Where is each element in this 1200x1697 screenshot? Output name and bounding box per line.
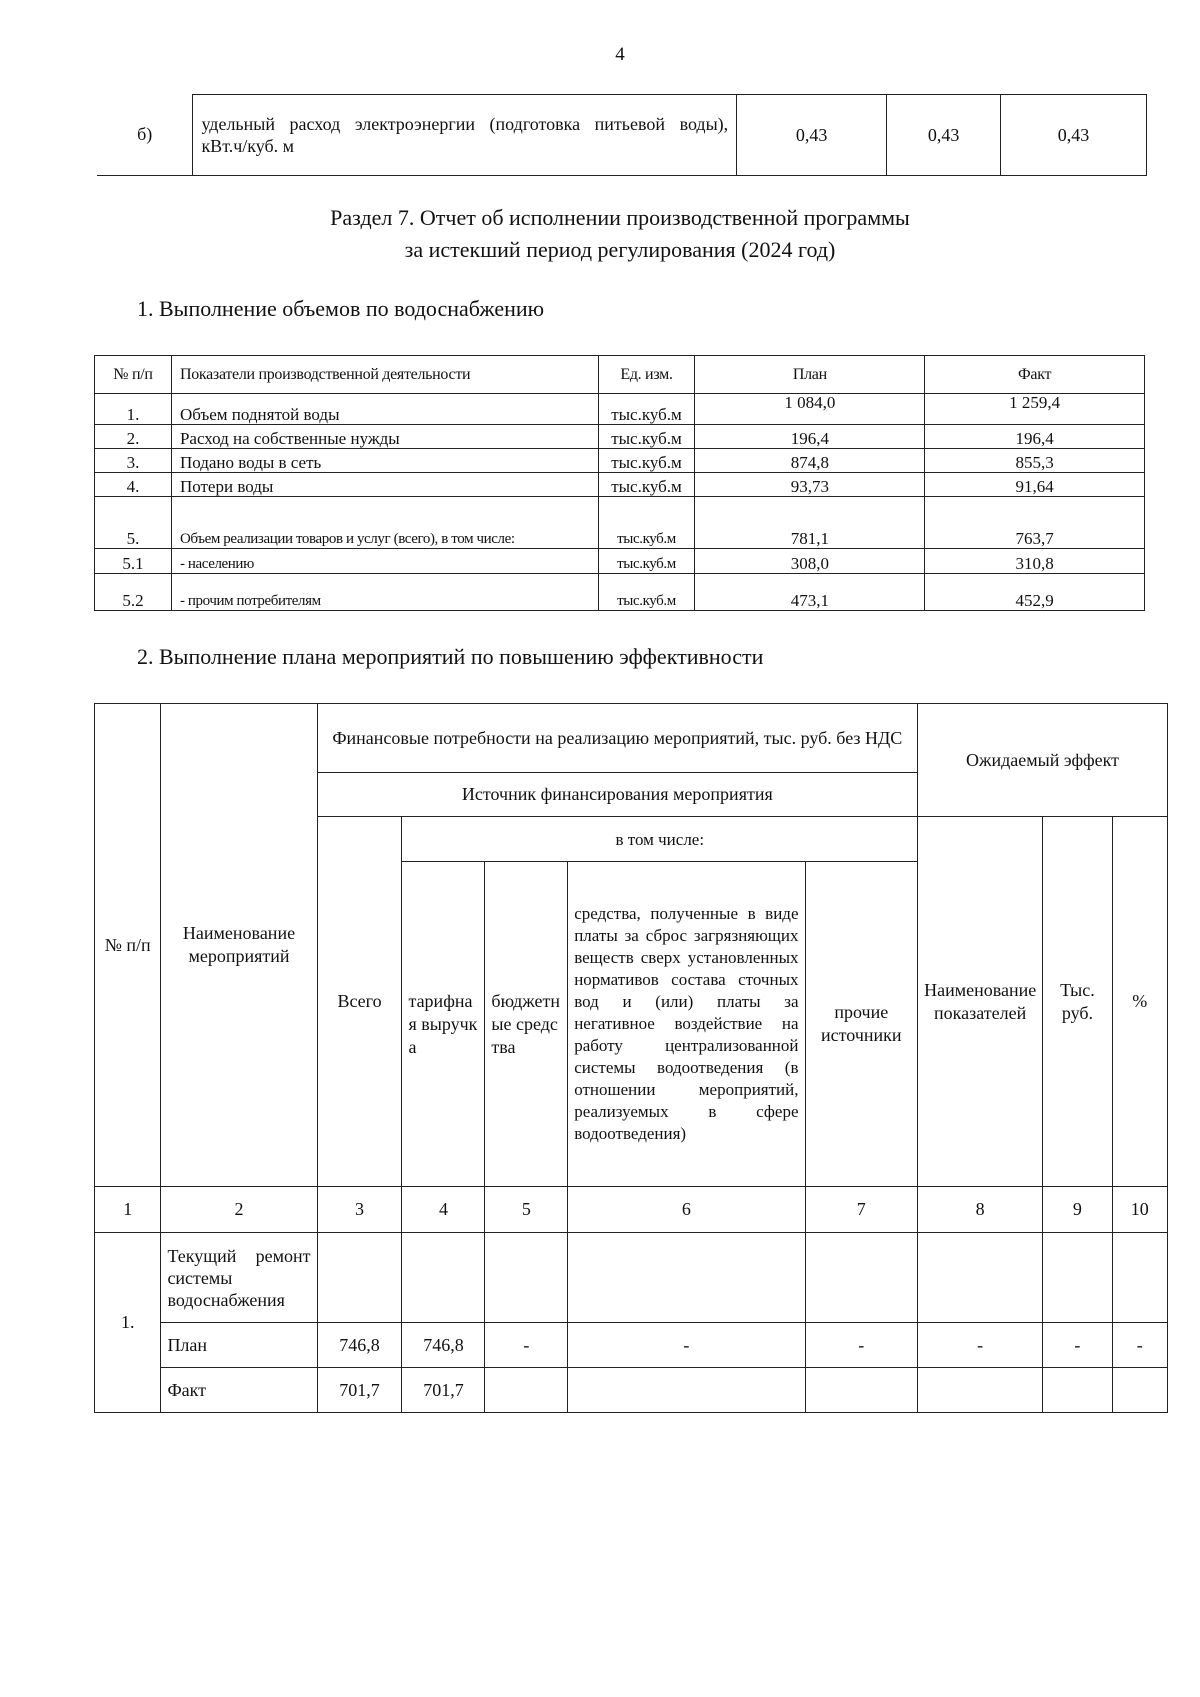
row-label-plan: План: [161, 1323, 317, 1368]
empty-cell: [1043, 1368, 1112, 1413]
indicator-name: Объем поднятой воды: [171, 394, 598, 425]
value-cell: 0,43: [1001, 95, 1147, 176]
plan-other: -: [805, 1323, 918, 1368]
column-number: 10: [1112, 1187, 1167, 1233]
section-title: [0, 202, 1200, 266]
unit: тыс.куб.м: [598, 394, 695, 425]
column-header-percent: %: [1112, 817, 1167, 1187]
column-header-total: Всего: [317, 817, 402, 1187]
column-header: Показатели производственной деятельности: [171, 356, 598, 394]
water-supply-volume-table: [94, 355, 1145, 611]
empty-cell: [568, 1233, 805, 1323]
plan-percent: -: [1112, 1323, 1167, 1368]
table-row: [95, 549, 1145, 574]
plan-tariff: 746,8: [402, 1323, 485, 1368]
column-header-number: № п/п: [95, 704, 161, 1187]
empty-cell: [568, 1368, 805, 1413]
indicator-description: удельный расход электроэнергии (подготовка питьевой воды), кВт.ч/куб. м: [193, 95, 737, 176]
column-header-including: в том числе:: [402, 817, 918, 862]
column-header-financial-needs: Финансовые потребности на реализацию мероприятий, тыс. руб. без НДС: [317, 704, 918, 773]
column-header: Факт: [925, 356, 1145, 394]
table-row: [95, 1233, 1168, 1323]
measure-name: Текущий ремонт системы водоснабжения: [161, 1233, 317, 1323]
item-number: 1.: [95, 1233, 161, 1413]
column-number: 5: [485, 1187, 568, 1233]
column-number: 9: [1043, 1187, 1112, 1233]
empty-cell: [805, 1368, 918, 1413]
row-number: 2.: [95, 425, 172, 449]
value-cell: 0,43: [737, 95, 887, 176]
column-number: 6: [568, 1187, 805, 1233]
column-number-row: [95, 1187, 1168, 1233]
table-row: [95, 449, 1145, 473]
section-title-line: Раздел 7. Отчет об исполнении производственной программы: [330, 205, 910, 230]
indicator-name: Подано воды в сеть: [171, 449, 598, 473]
column-number: 8: [918, 1187, 1043, 1233]
table-row: [95, 473, 1145, 497]
empty-cell: [402, 1233, 485, 1323]
column-header-expected-effect: Ожидаемый эффект: [918, 704, 1168, 817]
column-header-indicator: Наименование показателей: [918, 817, 1043, 1187]
column-header-budget-funds: бюджетные средства: [485, 862, 568, 1187]
column-header-financing-source: Источник финансирования мероприятия: [317, 773, 918, 817]
row-number: 5.: [95, 497, 172, 549]
fact-total: 701,7: [317, 1368, 402, 1413]
plan-total: 746,8: [317, 1323, 402, 1368]
plan-value: 93,73: [695, 473, 925, 497]
subsection-title: 1. Выполнение объемов по водоснабжению: [137, 296, 545, 321]
unit: тыс.куб.м: [598, 549, 695, 574]
fact-value: 763,7: [925, 497, 1145, 549]
empty-cell: [1112, 1233, 1167, 1323]
fact-value: 91,64: [925, 473, 1145, 497]
row-label-fact: Факт: [161, 1368, 317, 1413]
table-row-fact: [95, 1368, 1168, 1413]
unit: тыс.куб.м: [598, 425, 695, 449]
subsection-title: 2. Выполнение плана мероприятий по повышению эффективности: [137, 644, 764, 669]
table-row-plan: [95, 1323, 1168, 1368]
indicator-name: - населению: [171, 549, 598, 574]
empty-cell: [485, 1233, 568, 1323]
row-number: 3.: [95, 449, 172, 473]
fact-value: 310,8: [925, 549, 1145, 574]
value-cell: 0,43: [887, 95, 1001, 176]
indicator-name: Объем реализации товаров и услуг (всего), в том числе:: [171, 497, 598, 549]
unit: тыс.куб.м: [598, 497, 695, 549]
section-title-line: за истекший период регулирования (2024 год): [404, 237, 836, 262]
column-number: 3: [317, 1187, 402, 1233]
empty-cell: [1112, 1368, 1167, 1413]
column-number: 2: [161, 1187, 317, 1233]
column-header-other-sources: прочие источники: [805, 862, 918, 1187]
plan-indicator: -: [918, 1323, 1043, 1368]
empty-cell: [317, 1233, 402, 1323]
fact-tariff: 701,7: [402, 1368, 485, 1413]
table-row: [95, 497, 1145, 549]
table-row: [95, 574, 1145, 611]
column-header-name: Наименование мероприятий: [161, 704, 317, 1187]
table-header-row: [95, 704, 1168, 773]
row-number: 5.1: [95, 549, 172, 574]
table-header-row: [95, 356, 1145, 394]
fact-value: 452,9: [925, 574, 1145, 611]
table-row: [95, 394, 1145, 425]
row-number: 4.: [95, 473, 172, 497]
unit: тыс.куб.м: [598, 473, 695, 497]
column-number: 7: [805, 1187, 918, 1233]
table-row: [95, 425, 1145, 449]
page-number: 4: [615, 44, 625, 65]
plan-value: 473,1: [695, 574, 925, 611]
plan-value: 874,8: [695, 449, 925, 473]
indicator-name: Расход на собственные нужды: [171, 425, 598, 449]
unit: тыс.куб.м: [598, 574, 695, 611]
unit: тыс.куб.м: [598, 449, 695, 473]
indicator-name: Потери воды: [171, 473, 598, 497]
fact-value: 196,4: [925, 425, 1145, 449]
empty-cell: [805, 1233, 918, 1323]
table-row: [97, 95, 1147, 176]
column-header: План: [695, 356, 925, 394]
column-header-rub: Тыс. руб.: [1043, 817, 1112, 1187]
efficiency-measures-table: [94, 703, 1168, 1413]
row-number: 5.2: [95, 574, 172, 611]
empty-cell: [918, 1368, 1043, 1413]
column-header: Ед. изм.: [598, 356, 695, 394]
plan-value: 196,4: [695, 425, 925, 449]
row-number: б): [97, 95, 193, 176]
empty-cell: [918, 1233, 1043, 1323]
fact-value: 1 259,4: [925, 394, 1145, 425]
plan-rub: -: [1043, 1323, 1112, 1368]
plan-fees: -: [568, 1323, 805, 1368]
row-number: 1.: [95, 394, 172, 425]
empty-cell: [1043, 1233, 1112, 1323]
column-header-fees: средства, полученные в виде платы за сброс загрязняющих веществ сверх установленных нормативов состава сточных вод и (или) платы за негативное воздействие на работу централизованной системы водоотведения (в отношении мероприятий, реализуемых в сфере водоотведения): [568, 862, 805, 1187]
fact-value: 855,3: [925, 449, 1145, 473]
column-header-tariff-revenue: тарифная выручка: [402, 862, 485, 1187]
plan-value: 781,1: [695, 497, 925, 549]
column-number: 1: [95, 1187, 161, 1233]
indicator-name: - прочим потребителям: [171, 574, 598, 611]
column-header: № п/п: [95, 356, 172, 394]
top-table: [97, 94, 1147, 176]
column-number: 4: [402, 1187, 485, 1233]
plan-value: 308,0: [695, 549, 925, 574]
plan-value: 1 084,0: [695, 394, 925, 425]
empty-cell: [485, 1368, 568, 1413]
plan-budget: -: [485, 1323, 568, 1368]
